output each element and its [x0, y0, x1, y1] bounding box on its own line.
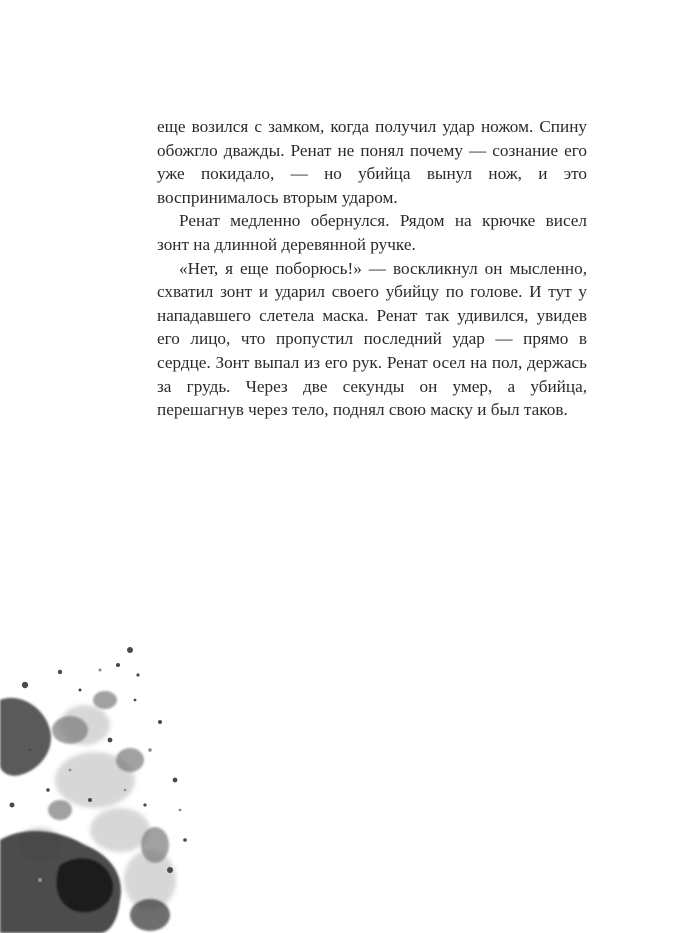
paragraph-2: Ренат медленно обернулся. Рядом на крючке висел зонт на длинной деревянной ручке.: [157, 211, 587, 254]
paragraph-1: еще возился с замком, когда получил удар ножом. Спину обожгло дважды. Ренат не понял почему — сознание его уже покидало, — но убийца вынул нож, и это воспринималось вторым ударом.: [157, 117, 587, 207]
body-text: [157, 115, 587, 422]
ink-splatter-icon: [0, 630, 200, 933]
paragraph-3: «Нет, я еще поборюсь!» — воскликнул он мысленно, схватил зонт и ударил своего убийцу по голове. И тут у нападавшего слетела маска. Ренат так удивился, увидев его лицо, что пропустил последний удар — прямо в сердце. Зонт выпал из его рук. Ренат осел на пол, держась за грудь. Через две секунды он умер, а убийца, перешагнув через тело, поднял свою маску и был таков.: [157, 258, 587, 420]
